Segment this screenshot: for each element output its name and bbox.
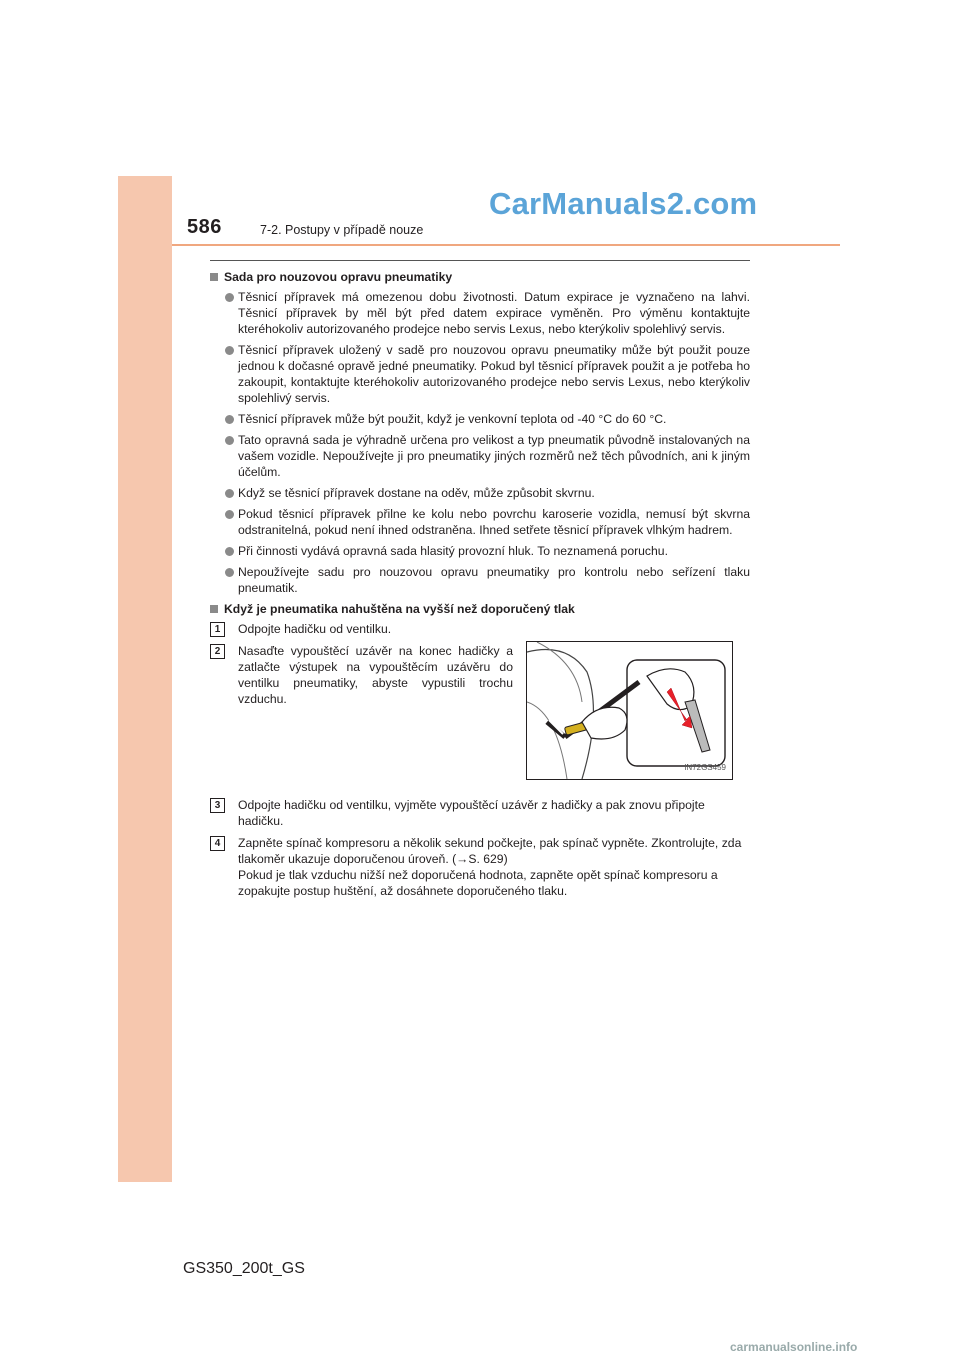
list-item: Při činnosti vydává opravná sada hlasitý provozní hluk. To neznamená poruchu. [210, 543, 750, 559]
watermark-carmanualsonline[interactable]: carmanualsonline.info [730, 1340, 858, 1354]
list-item: Tato opravná sada je výhradně určena pro velikost a typ pneumatik původně instalovaných na vašem vozidle. Nepoužívejte ji pro pneumatiky jiných rozměrů než těch původních, ani k jiným účelům. [210, 432, 750, 480]
step-item: 3 Odpojte hadičku od ventilku, vyjměte vypouštěcí uzávěr z hadičky a pak znovu připojte hadičku. [210, 797, 750, 829]
list-item: Pokud těsnicí přípravek přilne ke kolu nebo povrchu karoserie vozidla, nemusí být skvrna odstranitelná, pokud není ihned odstraněna. Ihned setřete těsnicí přípravek vlhkým hadrem. [210, 506, 750, 538]
watermark-carmanuals2[interactable]: CarManuals2.com [489, 186, 758, 221]
illustration-code: IN72GS459 [684, 763, 726, 772]
step-number: 3 [210, 798, 225, 813]
step-number: 2 [210, 644, 225, 659]
circle-bullet-icon [225, 489, 234, 498]
square-bullet-icon [210, 273, 218, 281]
circle-bullet-icon [225, 415, 234, 424]
side-band [118, 176, 172, 1182]
circle-bullet-icon [225, 547, 234, 556]
list-item: Těsnicí přípravek může být použit, když je venkovní teplota od -40 °C do 60 °C. [210, 411, 750, 427]
square-bullet-icon [210, 605, 218, 613]
circle-bullet-icon [225, 346, 234, 355]
step-number: 4 [210, 836, 225, 851]
step-item: 4 Zapněte spínač kompresoru a několik sekund počkejte, pak spínač vypněte. Zkontrolujte, zda tlakoměr ukazuje doporučenou úroveň. (→S. 629) Pokud je tlak vzduchu nižší než doporučená hodnota, zapněte opět spínač kompresoru a zopakujte postup huštění, až dosáhnete doporučeného tlaku. [210, 835, 750, 899]
circle-bullet-icon [225, 436, 234, 445]
chapter-title: 7-2. Postupy v případě nouze [260, 223, 424, 237]
step-item: 2 Nasaďte vypouštěcí uzávěr na konec hadičky a zatlačte výstupek na vypouštěcím uzávěru do ventilku pneumatiky, abyste vypustili trochu vzduchu. IN72GS459 [210, 643, 750, 793]
circle-bullet-icon [225, 568, 234, 577]
valve-illustration [526, 641, 733, 780]
circle-bullet-icon [225, 293, 234, 302]
section-heading: Když je pneumatika nahuštěna na vyšší než doporučený tlak [210, 601, 750, 617]
circle-bullet-icon [225, 510, 234, 519]
tire-valve-drawing [527, 642, 732, 779]
page-number: 586 [187, 216, 222, 238]
list-item: Když se těsnicí přípravek dostane na oděv, může způsobit skvrnu. [210, 485, 750, 501]
model-footer: GS350_200t_GS [183, 1260, 305, 1277]
list-item: Těsnicí přípravek uložený v sadě pro nouzovou opravu pneumatiky může být použit pouze jednou k dočasné opravě jedné pneumatiky. Pokud byl těsnicí přípravek použit a je potřeba ho zakoupit, kontaktujte kteréhokoliv autorizovaného prodejce nebo servis Lexus, nebo kterýkoliv spolehlivý servis. [210, 342, 750, 406]
list-item: Těsnicí přípravek má omezenou dobu životnosti. Datum expirace je vyznačeno na lahvi. Těsnicí přípravek by měl být před datem expirace vyměněn. Pro výměnu kontaktujte kteréhokoliv autorizovaného prodejce nebo servis Lexus, nebo kterýkoliv spolehlivý servis. [210, 289, 750, 337]
header-divider [172, 244, 840, 246]
content-rule [210, 260, 750, 261]
page-content [210, 269, 750, 905]
step-number: 1 [210, 622, 225, 637]
step-item: 1 Odpojte hadičku od ventilku. [210, 621, 750, 637]
list-item: Nepoužívejte sadu pro nouzovou opravu pneumatiky pro kontrolu nebo seřízení tlaku pneumatik. [210, 564, 750, 596]
section-heading: Sada pro nouzovou opravu pneumatiky [210, 269, 750, 285]
